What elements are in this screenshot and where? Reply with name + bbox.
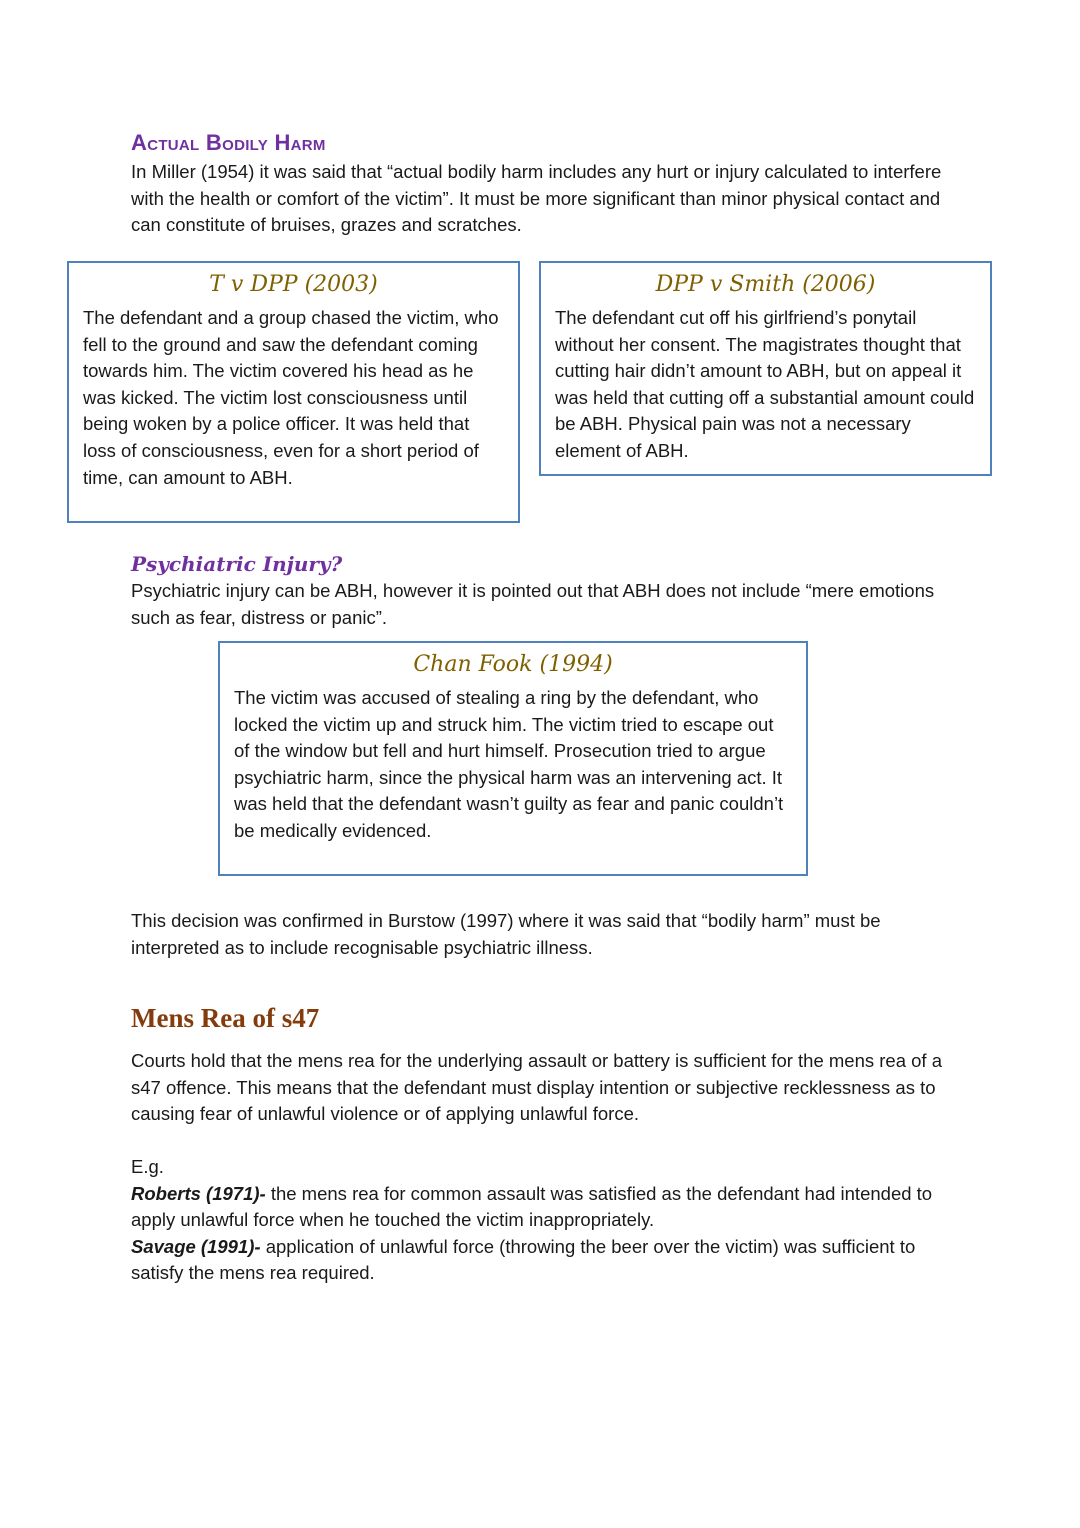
example-case-name: Savage (1991)-: [131, 1235, 261, 1257]
case-body-chan-fook: The victim was accused of stealing a ring by the defendant, who locked the victim up and struck him. The victim tried to escape out of the window but fell and hurt himself. Prosecution tried to argue psychiatric harm, since the physical harm was an intervening act. It was held that the defendant wasn’t guilty as fear and panic couldn’t be medically evidenced.: [234, 687, 784, 841]
example-roberts: [131, 1181, 961, 1234]
example-text: application of unlawful force (throwing the beer over the victim) was sufficient to satisfy the mens rea required.: [131, 1235, 916, 1284]
example-text: the mens rea for common assault was satisfied as the defendant had intended to apply unlawful force when he touched the victim inappropriately.: [131, 1182, 933, 1231]
case-title-dpp-v-smith: DPP v Smith (2006): [655, 272, 876, 297]
psychiatric-heading: Psychiatric Injury?: [131, 552, 343, 576]
case-body-t-v-dpp: The defendant and a group chased the victim, who fell to the ground and saw the defendant coming towards him. The victim covered his head as he was kicked. The victim lost consciousness until being woken by a police officer. It was held that loss of consciousness, even for a short period of time, can amount to ABH.: [83, 307, 499, 488]
example-savage: [131, 1234, 961, 1287]
examples-block: [131, 1154, 961, 1287]
example-case-name: Roberts (1971)-: [131, 1182, 266, 1204]
psychiatric-body: Psychiatric injury can be ABH, however it is pointed out that ABH does not include “mere emotions such as fear, distress or panic”.: [131, 580, 935, 628]
mens-rea-heading: Mens Rea of s47: [131, 1003, 320, 1033]
case-box-dpp-v-smith: [539, 261, 992, 476]
case-title-t-v-dpp: T v DPP (2003): [209, 272, 378, 297]
abh-intro: In Miller (1954) it was said that “actual bodily harm includes any hurt or injury calculated to interfere with the health or comfort of the victim”. It must be more significant than minor physical contact and can constitute of bruises, grazes and scratches.: [131, 161, 942, 236]
burstow-paragraph: This decision was confirmed in Burstow (1997) where it was said that “bodily harm” must be interpreted as to include recognisable psychiatric illness.: [131, 910, 881, 958]
case-body-dpp-v-smith: The defendant cut off his girlfriend’s ponytail without her consent. The magistrates thought that cutting hair didn’t amount to ABH, but on appeal it was held that cutting off a substantial amount could be ABH. Physical pain was not a necessary element of ABH.: [555, 307, 975, 461]
case-box-t-v-dpp: [67, 261, 520, 523]
case-title-chan-fook: Chan Fook (1994): [413, 652, 613, 677]
abh-heading: Actual Bodily Harm: [131, 130, 326, 155]
case-box-chan-fook: [218, 641, 808, 876]
eg-label: E.g.: [131, 1156, 164, 1177]
mens-rea-body: Courts hold that the mens rea for the underlying assault or battery is sufficient for the mens rea of a s47 offence. This means that the defendant must display intention or subjective recklessness as to causing fear of unlawful violence or of applying unlawful force.: [131, 1050, 943, 1125]
